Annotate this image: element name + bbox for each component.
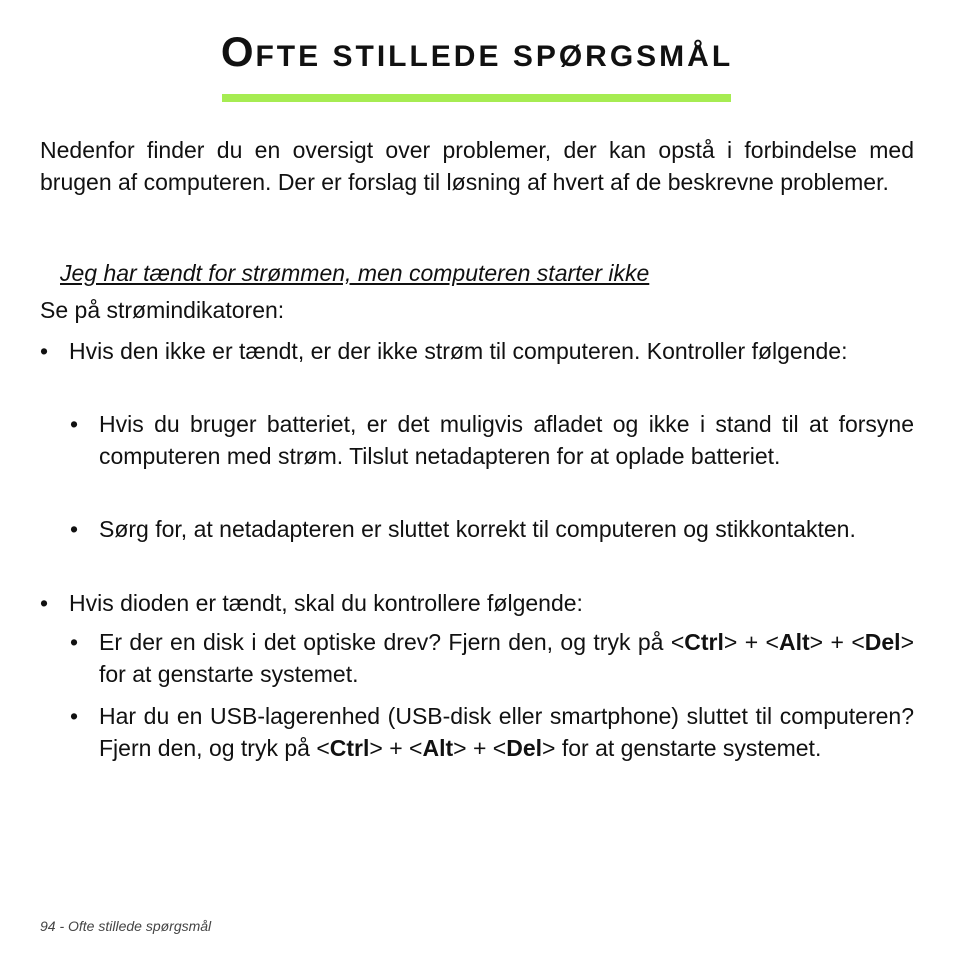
- intro-paragraph: Nedenfor finder du en oversigt over problemer, der kan opstå i forbindelse med brugen af computeren. Der er forslag til løsning af hvert af de beskrevne problemer.: [40, 137, 914, 195]
- page-title-rest: FTE STILLEDE SPØRGSMÅL: [255, 40, 734, 73]
- bullet-2: •: [40, 590, 49, 616]
- bullet-2-2: •: [70, 703, 79, 729]
- list-item-1-1: Hvis du bruger batteriet, er det muligvis afladet og ikke i stand til at forsyne computeren med strøm. Tilslut netadapteren for at oplade batteriet.: [99, 411, 914, 469]
- bullet-1-1: •: [70, 411, 79, 437]
- bullet-1-2: •: [70, 516, 79, 542]
- key-del: Del: [506, 735, 543, 761]
- key-ctrl: Ctrl: [329, 735, 370, 761]
- list-item-1: Hvis den ikke er tændt, er der ikke strøm til computeren. Kontroller følgende:: [69, 338, 848, 364]
- key-alt: Alt: [779, 629, 810, 655]
- section-lead: Se på strømindikatoren:: [40, 297, 285, 323]
- bullet-2-1: •: [70, 629, 79, 655]
- list-item-2: Hvis dioden er tændt, skal du kontrollere følgende:: [69, 590, 583, 616]
- list-item-2-1: Er der en disk i det optiske drev? Fjern den, og tryk på <Ctrl> + <Alt> + <Del> for at genstarte systemet.: [99, 629, 915, 687]
- key-ctrl: Ctrl: [684, 629, 724, 655]
- list-item-1-2: Sørg for, at netadapteren er sluttet korrekt til computeren og stikkontakten.: [99, 516, 856, 542]
- key-alt: Alt: [422, 735, 454, 761]
- bullet-1: •: [40, 338, 49, 364]
- title-underline: [222, 94, 731, 102]
- page-title-initial: O: [220, 28, 256, 75]
- page-footer: 94 - Ofte stillede spørgsmål: [40, 918, 212, 934]
- page-title: [0, 28, 954, 76]
- list-item-2-2: Har du en USB-lagerenhed (USB-disk eller smartphone) sluttet til computeren? Fjern den, og tryk på <Ctrl> + <Alt> + <Del> for at genstarte systemet.: [99, 703, 914, 761]
- section-heading: Jeg har tændt for strømmen, men computeren starter ikke: [60, 260, 650, 286]
- key-del: Del: [864, 629, 901, 655]
